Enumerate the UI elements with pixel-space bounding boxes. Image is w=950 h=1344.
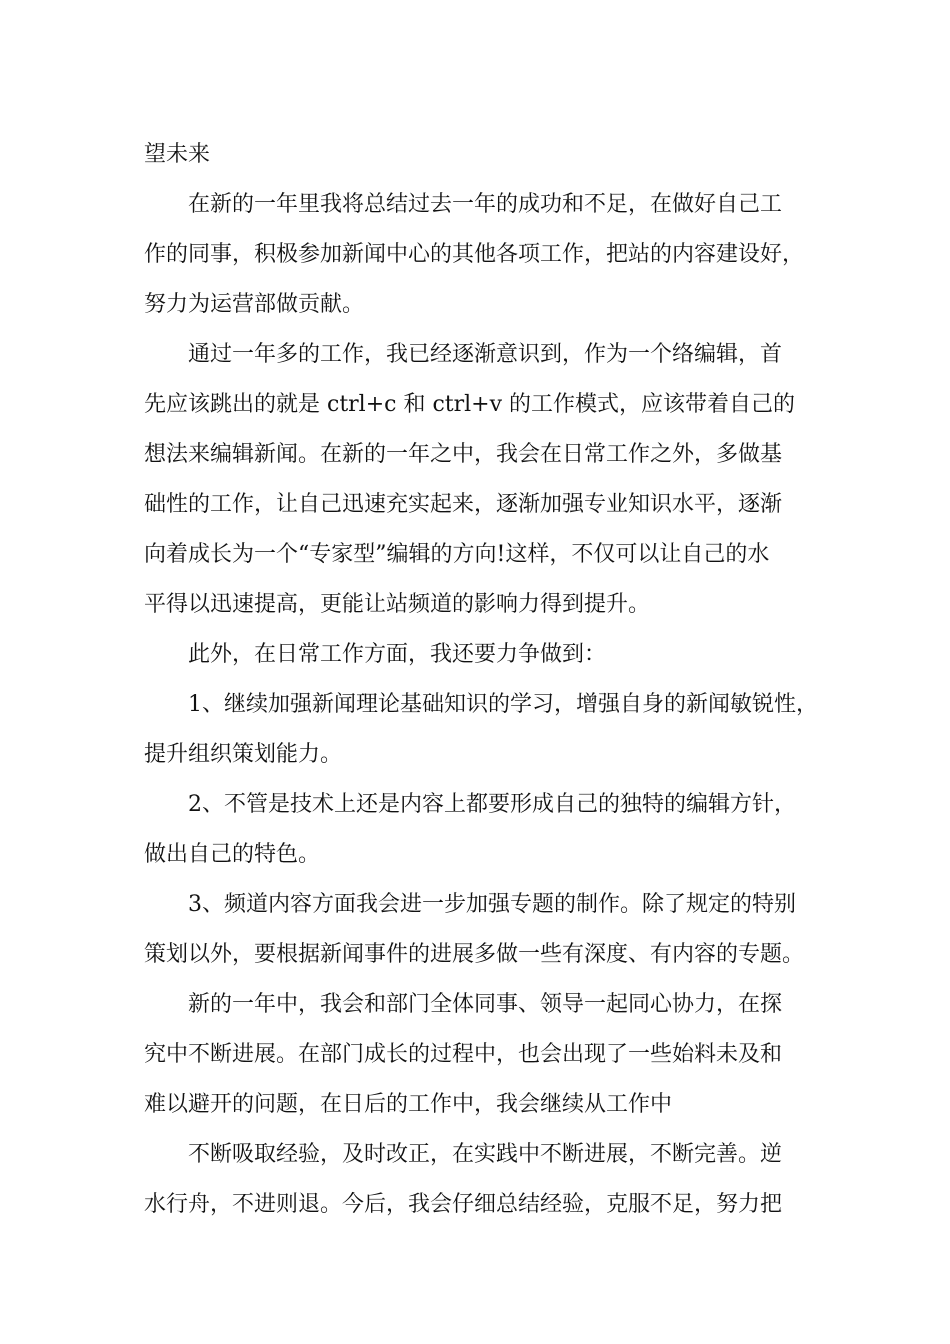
- text-line: 策划以外，要根据新闻事件的进展多做一些有深度、有内容的专题。: [144, 942, 805, 967]
- document-body: [144, 130, 824, 1230]
- text-line: 望未来: [144, 142, 211, 167]
- paragraph-first-line: 在新的一年里我将总结过去一年的成功和不足，在做好自己工: [188, 192, 783, 217]
- text-line: 水行舟，不进则退。今后，我会仔细总结经验，克服不足，努力把: [144, 1192, 783, 1217]
- list-item-first-line: 3、频道内容方面我会进一步加强专题的制作。除了规定的特别: [188, 892, 796, 917]
- paragraph-first-line: 通过一年多的工作，我已经逐渐意识到，作为一个络编辑，首: [188, 342, 783, 367]
- list-item-first-line: 1、继续加强新闻理论基础知识的学习，增强自身的新闻敏锐性，: [188, 692, 818, 717]
- text-line: 平得以迅速提高，更能让站频道的影响力得到提升。: [144, 592, 651, 617]
- paragraph-first-line: 此外，在日常工作方面，我还要力争做到：: [188, 642, 607, 667]
- text-line: 究中不断进展。在部门成长的过程中，也会出现了一些始料未及和: [144, 1042, 783, 1067]
- text-line: 提升组织策划能力。: [144, 742, 343, 767]
- text-line: 想法来编辑新闻。在新的一年之中，我会在日常工作之外，多做基: [144, 442, 783, 467]
- paragraph-first-line: 新的一年中，我会和部门全体同事、领导一起同心协力，在探: [188, 992, 783, 1017]
- text-line: 难以避开的问题，在日后的工作中，我会继续从工作中: [144, 1092, 673, 1117]
- text-line: 作的同事，积极参加新闻中心的其他各项工作，把站的内容建设好，: [144, 242, 805, 267]
- text-line: 础性的工作，让自己迅速充实起来，逐渐加强专业知识水平，逐渐: [144, 492, 783, 517]
- text-line: 努力为运营部做贡献。: [144, 292, 365, 317]
- text-line: 向着成长为一个“专家型”编辑的方向!这样，不仅可以让自己的水: [144, 542, 770, 567]
- text-line: 先应该跳出的就是 ctrl+c 和 ctrl+v 的工作模式，应该带着自己的: [144, 392, 796, 417]
- paragraph-first-line: 不断吸取经验，及时改正，在实践中不断进展，不断完善。逆: [188, 1142, 783, 1167]
- list-item-first-line: 2、不管是技术上还是内容上都要形成自己的独特的编辑方针，: [188, 792, 796, 817]
- text-line: 做出自己的特色。: [144, 842, 321, 867]
